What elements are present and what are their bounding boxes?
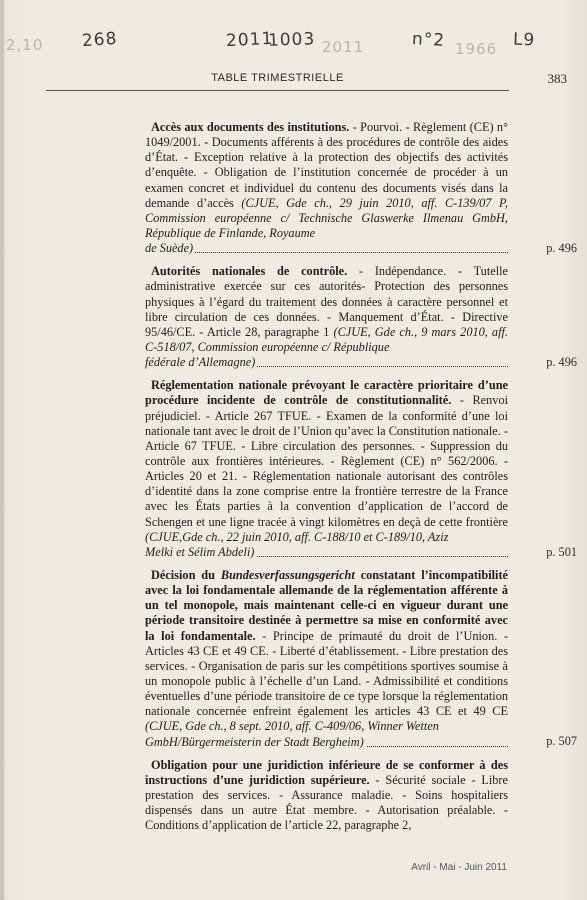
entry-citation-end: GmbH/Bürgermeisterin der Stadt Bergheim) xyxy=(145,734,364,749)
handwritten-mark: L9 xyxy=(512,29,536,51)
index-entry xyxy=(145,567,577,750)
header-rule xyxy=(46,90,509,91)
running-title: TABLE TRIMESTRIELLE xyxy=(211,72,344,84)
entry-heading: Autorités nationales de contrôle. xyxy=(151,264,348,279)
entry-body: - Principe de primauté du droit de l’Union. - Articles 43 CE et 49 CE. - Liberté d’établissement. - Libre prestation des services. - Organisation de paris sur les compétitions sportives soumise à un monopole public à l’échelle d’un Land. - Admissibilité et conditions éventuelles d’une période transitoire de ce type lorsque la réglementation nationale concernée enfreint également les articles 43 CE et 49 CE xyxy=(145,628,509,719)
entry-citation-end: Melki et Sélim Abdeli) xyxy=(145,544,255,559)
running-head xyxy=(46,71,567,90)
issue-footer: Avril - Mai - Juin 2011 xyxy=(411,862,507,873)
entry-heading: Réglementation nationale prévoyant le caractère prioritaire d’une procédure incidente de contrôle de constitutionnalité. xyxy=(145,378,508,408)
handwritten-ghost-mid: 2011 xyxy=(322,38,365,56)
entry-body: - Indépendance. - Tutelle administrative exercée sur ces autorités- Protection des personnes physiques à l’égard du traitement des données à caractère personnel et libre circulation de ces données. - Manquement d’État. - Directive 95/46/CE. - Article 28, paragraphe 1 xyxy=(145,264,508,339)
handwritten-issue: n°2 xyxy=(411,29,446,51)
entry-citation-end: de Suède) xyxy=(145,241,194,256)
entry-citation: (CJUE, Gde ch., 8 sept. 2010, aff. C-409/06, Winner Wetten xyxy=(145,719,439,734)
entry-body: - Sécurité sociale - Libre prestation des services. - Assurance maladie. - Soins hospitaliers dispensés dans un autre État membre. - Autorisation préalable. - Conditions d’application de l’article 22, paragraphe 2, xyxy=(145,772,508,833)
handwritten-ghost-right: 1966 xyxy=(455,40,498,58)
table-entries xyxy=(145,120,577,841)
index-entry xyxy=(145,120,577,256)
entry-citation: (CJUE, Gde ch., 9 mars 2010, aff. C-518/07, Commission européenne c/ République xyxy=(145,324,508,355)
page-edge xyxy=(0,0,4,900)
index-entry xyxy=(145,264,577,370)
page-reference: p. 496 xyxy=(546,241,577,256)
handwritten-code: 1003 xyxy=(267,29,316,51)
entry-citation-end: fédérale d’Allemagne) xyxy=(145,355,256,370)
page-reference: p. 507 xyxy=(546,734,577,749)
entry-citation: (CJUE,Gde ch., 22 juin 2010, aff. C-188/10 et C-189/10, Aziz xyxy=(145,529,449,544)
dot-leader xyxy=(145,241,508,256)
index-entry xyxy=(145,378,577,560)
entry-heading-prefix: Décision du xyxy=(151,567,221,582)
entry-heading: constatant l’incompatibilité avec la loi fondamentale allemande de la réglementation afférente à un tel monopole, mais maintenant celle-ci en vigueur durant une période transitoire destinée à permettre sa mise en conformité avec la loi fondamentale. xyxy=(145,567,508,643)
entry-heading: Obligation pour une juridiction inférieure de se conformer à des instructions d’une juridiction supérieure. xyxy=(145,757,508,787)
handwritten-ghost-left: 2,10 xyxy=(6,36,44,54)
index-entry xyxy=(145,758,508,834)
entry-heading: Accès aux documents des institutions. xyxy=(151,120,350,134)
dot-leader xyxy=(145,735,508,750)
dot-leader xyxy=(145,545,508,560)
handwritten-year: 2011 xyxy=(225,28,274,52)
entry-heading-court: Bundesverfassungsgericht xyxy=(220,567,355,582)
page-number: 383 xyxy=(547,71,567,86)
entry-body: - Renvoi préjudiciel. - Article 267 TFUE. - Examen de la conformité d’une loi nationale tant avec le droit de l’Union qu’avec la Constitution nationale. - Article 67 TFUE. - Libre circulation des personnes. - Suppression du contrôle aux frontières intérieures. - Règlement (CE) n° 562/2006. - Articles 20 et 21. - Réglementation nationale autorisant des contrôles d’identité dans la zone comprise entre la frontière terrestre de la France avec les États parties à la convention d’application de l’accord de Schengen et une ligne tracée à vingt kilomètres en deçà de cette frontière xyxy=(145,393,509,529)
entry-body: - Pourvoi. - Règlement (CE) n° 1049/2001. - Documents afférents à des procédures de contrôle des aides d’État. - Exception relative à la protection des objectifs des activités d’enquête. - Obligation de l’institution concernée de procéder à un examen concret et individuel du contenu des documents visés dans la demande d’accès xyxy=(145,120,508,210)
entry-citation: (CJUE, Gde ch., 29 juin 2010, aff. C-139/07 P, Commission européenne c/ Technische Glaswerke Ilmenau GmbH, République de Finlande, Royaume xyxy=(145,195,508,241)
page-reference: p. 501 xyxy=(546,544,577,559)
handwritten-number: 268 xyxy=(81,28,119,52)
dot-leader xyxy=(145,355,508,370)
page-reference: p. 496 xyxy=(546,355,577,370)
